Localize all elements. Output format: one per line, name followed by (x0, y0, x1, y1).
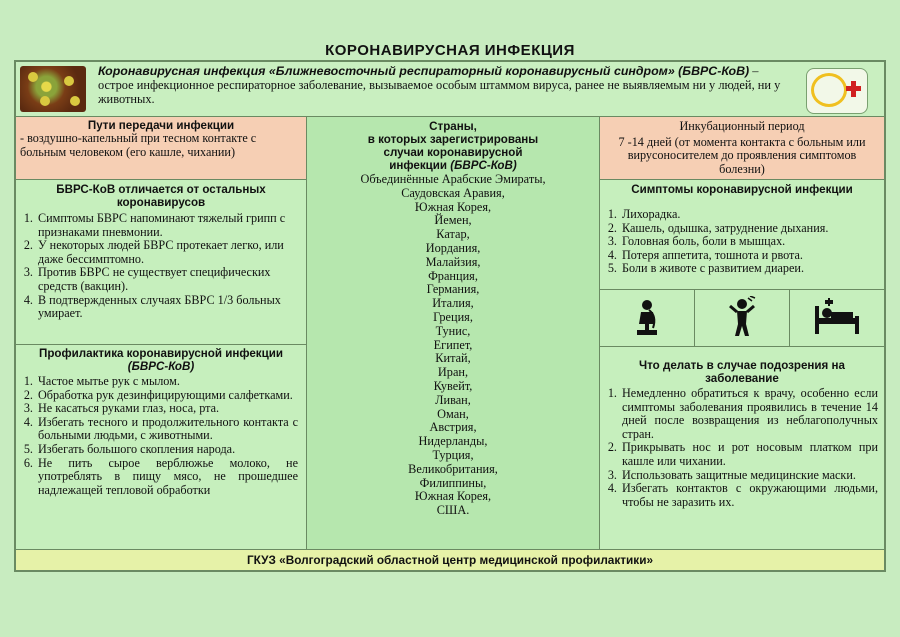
country-item: США. (436, 503, 470, 518)
vomiting-person-icon (599, 289, 695, 347)
action-item: 2. Прикрывать нос и рот носовым платком при кашле или чихании. (620, 441, 878, 468)
difference-item: 2. У некоторых людей БВРС протекает легко, или даже бессимптомно. (36, 239, 298, 266)
transmission-text: - воздушно-капельный при тесном контакте с больным человеком (его кашле, чихании) (20, 131, 257, 159)
difference-item: 4. В подтвержденных случаях БВРС 1/3 больных умирает. (36, 294, 298, 321)
actions-section (599, 346, 885, 550)
country-item: Южная Корея, (414, 489, 492, 504)
country-item: Иран, (437, 365, 469, 380)
intro-header (15, 61, 885, 117)
prevention-item: 6. Не пить сырое верблюжье молоко, не употреблять в пищу мясо, не прошедшее надлежащей тепловой обработки (36, 457, 298, 498)
difference-item: 1. Симптомы БВРС напоминают тяжелый грипп с признаками пневмонии. (36, 212, 298, 239)
country-item: Малайзия, (425, 254, 481, 269)
country-item: Китай, (435, 351, 471, 366)
country-item: Ливан, (435, 392, 471, 407)
country-item: Нидерланды, (418, 434, 488, 449)
country-item: Объединённые Арабские Эмираты, (360, 172, 546, 186)
prevention-item: 4. Избегать тесного и продолжительного контакта с больными людьми, с животными. (36, 416, 298, 443)
action-item: 4. Избегать контактов с окружающими людьми, чтобы не заразить их. (620, 482, 878, 509)
difference-section (15, 179, 307, 345)
intro-lead: Коронавирусная инфекция «Ближневосточный респираторный коронавирусный синдром» (БВРС-КоВ) (98, 64, 750, 78)
intro-rest: – острое инфекционное респираторное заболевание, вызываемое особым штаммом вируса, ранее не выявляемым ни у людей, ни у животных. (98, 64, 781, 106)
actions-title: Что делать в случае подозрения на заболевание (638, 359, 845, 385)
country-item: Австрия, (429, 420, 477, 435)
actions-list (600, 387, 884, 509)
country-item: Египет, (433, 337, 473, 352)
symptom-item: 4. Потеря аппетита, тошнота и рвота. (620, 249, 884, 263)
prevention-item: 3. Не касаться руками глаз, носа, рта. (36, 402, 298, 416)
countries-section (306, 116, 600, 550)
country-item: Йемен, (434, 213, 472, 228)
country-item: Турция, (432, 447, 474, 462)
symptoms-section (599, 179, 885, 290)
symptom-item: 5. Боли в животе с развитием диареи. (620, 262, 884, 276)
page-title: КОРОНАВИРУСНАЯ ИНФЕКЦИЯ (325, 42, 575, 59)
incubation-section (599, 116, 885, 180)
poster-frame (14, 60, 886, 572)
symptom-item: 2. Кашель, одышка, затруднение дыхания. (620, 222, 884, 236)
country-item: Катар, (436, 227, 470, 242)
countries-title-2: в которых зарегистрированы случаи коронавирусной (367, 133, 539, 159)
countries-title-3b: (БВРС-КоВ) (450, 159, 517, 172)
country-item: Тунис, (435, 323, 471, 338)
country-item: Южная Корея, (414, 199, 492, 214)
action-item: 3. Использовать защитные медицинские маски. (620, 469, 878, 483)
prevention-item: 5. Избегать большого скопления народа. (36, 443, 298, 457)
intro-text (98, 64, 788, 106)
difference-item: 3. Против БВРС не существует специфических средств (вакцин). (36, 266, 298, 293)
country-item: Италия, (432, 296, 474, 311)
transmission-section (15, 116, 307, 180)
headache-person-icon (694, 289, 790, 347)
prevention-section (15, 344, 307, 550)
organization-logo (806, 68, 868, 114)
symptom-item: 3. Головная боль, боли в мышцах. (620, 235, 884, 249)
incubation-title: Инкубационный период (679, 119, 805, 133)
footer-organization: ГКУЗ «Волгоградский областной центр медицинской профилактики» (15, 549, 885, 571)
symptoms-title: Симптомы коронавирусной инфекции (631, 183, 853, 196)
country-item: Филиппины, (419, 475, 487, 490)
country-item: Великобритания, (408, 461, 498, 476)
sick-in-bed-icon (789, 289, 885, 347)
action-item: 1. Немедленно обратиться к врачу, особенно если симптомы заболевания проявились в течение 14 дней после возвращения из неблагополучных стран. (620, 387, 878, 441)
country-item: Кувейт, (433, 378, 473, 393)
prevention-item: 1. Частое мытье рук с мылом. (36, 375, 298, 389)
difference-title: БВРС-КоВ отличается от остальных коронавирусов (56, 183, 266, 209)
difference-list (16, 212, 306, 321)
virus-image (20, 66, 86, 112)
countries-title-3a: инфекции (389, 159, 451, 172)
country-item: Саудовская Аравия, (401, 185, 505, 200)
incubation-text: 7 -14 дней (от момента контакта с больным или вирусоносителем до проявления симптомов болезни) (618, 134, 866, 176)
country-item: Греция, (433, 309, 473, 324)
country-item: Иордания, (425, 240, 481, 255)
prevention-title: Профилактика коронавирусной инфекции (39, 347, 283, 360)
prevention-list (16, 375, 306, 497)
country-item: Оман, (437, 406, 469, 421)
prevention-subtitle: (БВРС-КоВ) (127, 360, 195, 373)
prevention-item: 2. Обработка рук дезинфицирующими салфетками. (36, 389, 298, 403)
country-item: Франция, (428, 268, 478, 283)
symptom-item: 1. Лихорадка. (620, 208, 884, 222)
countries-list (307, 173, 599, 518)
countries-title-1: Страны, (429, 120, 477, 133)
transmission-title: Пути передачи инфекции (87, 119, 235, 132)
symptoms-list (600, 208, 884, 276)
country-item: Германия, (426, 282, 480, 297)
countries-title-3 (307, 159, 599, 172)
